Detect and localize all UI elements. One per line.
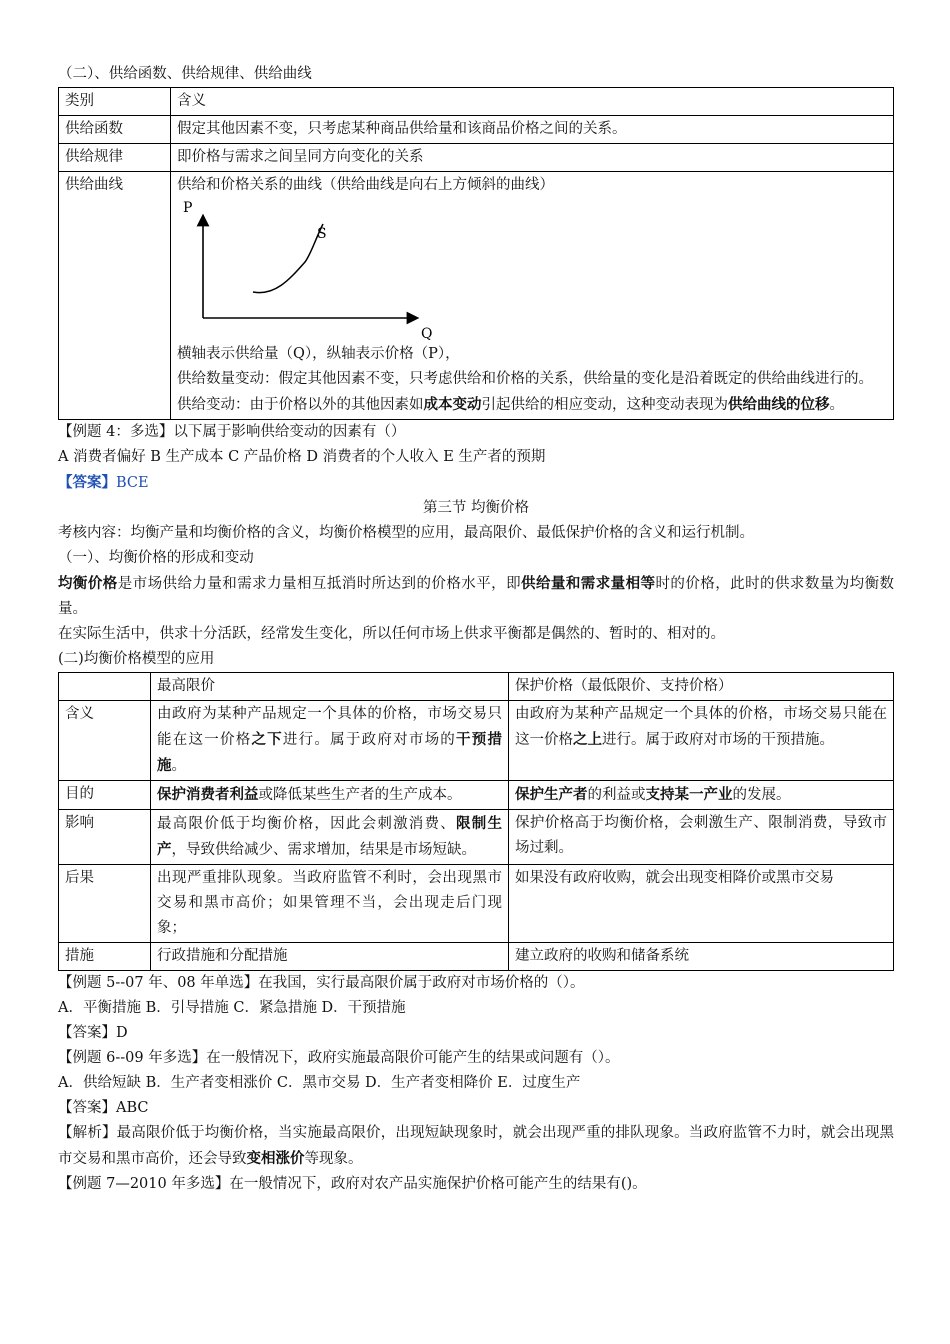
text-span: 是市场供给力量和需求力量相互抵消时所达到的价格水平，即 [117, 576, 522, 592]
bold-term: 保护生产者 [515, 786, 588, 803]
table-row [59, 943, 894, 971]
table-cell: 即价格与需求之间呈同方向变化的关系 [171, 144, 894, 172]
example-label: 【例题 7—2010 年多选】 [58, 1176, 230, 1192]
table-header-cell [59, 673, 151, 701]
text-span: 或降低某些生产者的生产成本。 [258, 787, 462, 803]
table-cell: 措施 [59, 943, 151, 971]
subheading-1: （一）、均衡价格的形成和变动 [58, 550, 254, 566]
example-5-options: A．平衡措施 B．引导措施 C．紧急措施 D．干预措施 [58, 1000, 406, 1016]
s-curve-label: S [317, 226, 327, 242]
example-6-answer: 【答案】ABC [58, 1100, 149, 1116]
curve-intro: 供给和价格关系的曲线（供给曲线是向右上方倾斜的曲线） [177, 177, 554, 193]
supply-heading: （二）、供给函数、供给规律、供给曲线 [58, 66, 312, 82]
bold-term: 变相涨价 [246, 1150, 305, 1167]
example-4-options: A 消费者偏好 B 生产成本 C 产品价格 D 消费者的个人收入 E 生产者的预期 [58, 449, 546, 465]
text-span: 引起供给的相应变动，这种变动表现为 [481, 397, 728, 413]
text-span: 进行。属于政府对市场的 [282, 732, 457, 748]
table-cell: 供给规律 [59, 144, 171, 172]
answer-value: BCE [116, 475, 149, 491]
supply-curve [253, 224, 323, 293]
example-6-options: A．供给短缺 B．生产者变相涨价 C．黑市交易 D．生产者变相降价 E．过度生产 [58, 1075, 581, 1091]
supply-curve-graph [177, 200, 447, 342]
text-span: 供给变动：由于价格以外的其他因素如 [177, 397, 424, 413]
table-cell: 影响 [59, 810, 151, 865]
text-span: 最高限价低于均衡价格，因此会刺激消费、 [157, 816, 457, 832]
table-cell: 出现严重排队现象。当政府监管不利时，会出现黑市交易和黑市高价；如果管理不当，会出现走后门现象； [151, 865, 509, 943]
subheading-2: (二)均衡价格模型的应用 [58, 651, 215, 667]
bold-term: 干预措施 [157, 731, 503, 774]
supply-curve-cell [171, 172, 894, 420]
bold-term: 限制生产 [157, 815, 503, 858]
table-cell [151, 781, 509, 810]
table-cell: 后果 [59, 865, 151, 943]
page [58, 62, 894, 1197]
table-row [59, 781, 894, 810]
table-cell: 目的 [59, 781, 151, 810]
section-title: 第三节 均衡价格 [422, 500, 530, 516]
table-cell [509, 781, 894, 810]
bold-term: 支持某一产业 [645, 786, 733, 803]
text-span: 【解析】最高限价低于均衡价格，当实施最高限价，出现短缺现象时，就会出现严重的排队现象。当政府监管不力时，就会出现黑市交易和黑市高价，还会导致 [58, 1125, 894, 1167]
example-4-answer [58, 470, 894, 496]
p-axis-label: P [183, 200, 193, 216]
table-header-cell: 最高限价 [151, 673, 509, 701]
bold-term: 之下 [251, 731, 283, 748]
table-cell: 供给曲线 [59, 172, 171, 420]
table-row [59, 144, 894, 172]
equilibrium-definition [58, 571, 894, 622]
table-header-cell: 含义 [171, 88, 894, 116]
example-4-question: 【例题 4：多选】以下属于影响供给变动的因素有（） [58, 424, 406, 440]
table-row [59, 172, 894, 420]
text-span: 在我国，实行最高限价属于政府对市场价格的（）。 [258, 975, 585, 991]
supply-table [58, 87, 894, 420]
table-cell: 供给函数 [59, 116, 171, 144]
example-label: 【例题 6--09 年多选】 [58, 1050, 207, 1066]
table-cell [151, 810, 509, 865]
table-row [59, 810, 894, 865]
bold-term: 之上 [573, 731, 602, 748]
axes-note: 横轴表示供给量（Q），纵轴表示价格（P）， [177, 346, 460, 362]
table-row [59, 865, 894, 943]
table-cell [151, 701, 509, 781]
table-row [59, 88, 894, 116]
table-row [59, 116, 894, 144]
supply-change-note [177, 392, 887, 418]
price-control-table [58, 672, 894, 971]
text-span: 在一般情况下，政府对农产品实施保护价格可能产生的结果有()。 [229, 1176, 647, 1192]
example-5-question [58, 971, 894, 996]
table-row [59, 701, 894, 781]
text-span: 。 [829, 397, 844, 413]
text-span: 在一般情况下，政府实施最高限价可能产生的结果或问题有（）。 [206, 1050, 620, 1066]
table-row [59, 673, 894, 701]
text-span: 的利益或 [587, 787, 646, 803]
table-cell: 建立政府的收购和储备系统 [509, 943, 894, 971]
bold-term: 保护消费者利益 [157, 786, 259, 803]
text-span: 。 [171, 758, 186, 774]
example-5-answer: 【答案】D [58, 1025, 128, 1041]
text-span: 等现象。 [304, 1151, 363, 1167]
table-header-cell: 类别 [59, 88, 171, 116]
bold-term: 供给曲线的位移 [728, 396, 830, 413]
bold-term: 供给量和需求量相等 [521, 575, 656, 592]
example-6-analysis [58, 1121, 894, 1172]
text-span: 的发展。 [732, 787, 791, 803]
exam-content: 考核内容：均衡产量和均衡价格的含义，均衡价格模型的应用，最高限价、最低保护价格的含义和运行机制。 [58, 525, 754, 541]
bold-term: 均衡价格 [58, 575, 118, 592]
table-cell [509, 701, 894, 781]
text-span: 由政府为某种产品规定一个具体的价格，市场交易只能在这一价格 [515, 706, 887, 748]
quantity-change-note: 供给数量变动：假定其他因素不变，只考虑供给和价格的关系，供给量的变化是沿着既定的供给曲线进行的。 [177, 371, 873, 387]
text-span: ，导致供给减少、需求增加，结果是市场短缺。 [171, 842, 476, 858]
text-span: 时的价格，此时的供求数量为均衡数量。 [58, 576, 895, 617]
answer-label: 【答案】 [58, 474, 116, 491]
bold-term: 成本变动 [423, 396, 482, 413]
text-span: 由政府为某种产品规定一个具体的价格，市场交易只能在这一价格 [157, 706, 502, 748]
table-header-cell: 保护价格（最低限价、支持价格） [509, 673, 894, 701]
example-7-question [58, 1172, 894, 1197]
real-life-note: 在实际生活中，供求十分活跃，经常发生变化，所以任何市场上供求平衡都是偶然的、暂时的、相对的。 [58, 626, 725, 642]
example-label: 【例题 5--07 年、08 年单选】 [58, 975, 259, 991]
q-axis-label: Q [421, 326, 433, 342]
table-cell: 含义 [59, 701, 151, 781]
text-span: 进行。属于政府对市场的干预措施。 [602, 732, 834, 748]
table-cell: 保护价格高于均衡价格，会刺激生产、限制消费，导致市场过剩。 [509, 810, 894, 865]
table-cell: 假定其他因素不变，只考虑某种商品供给量和该商品价格之间的关系。 [171, 116, 894, 144]
table-cell: 如果没有政府收购，就会出现变相降价或黑市交易 [509, 865, 894, 943]
example-6-question [58, 1046, 894, 1071]
table-cell: 行政措施和分配措施 [151, 943, 509, 971]
